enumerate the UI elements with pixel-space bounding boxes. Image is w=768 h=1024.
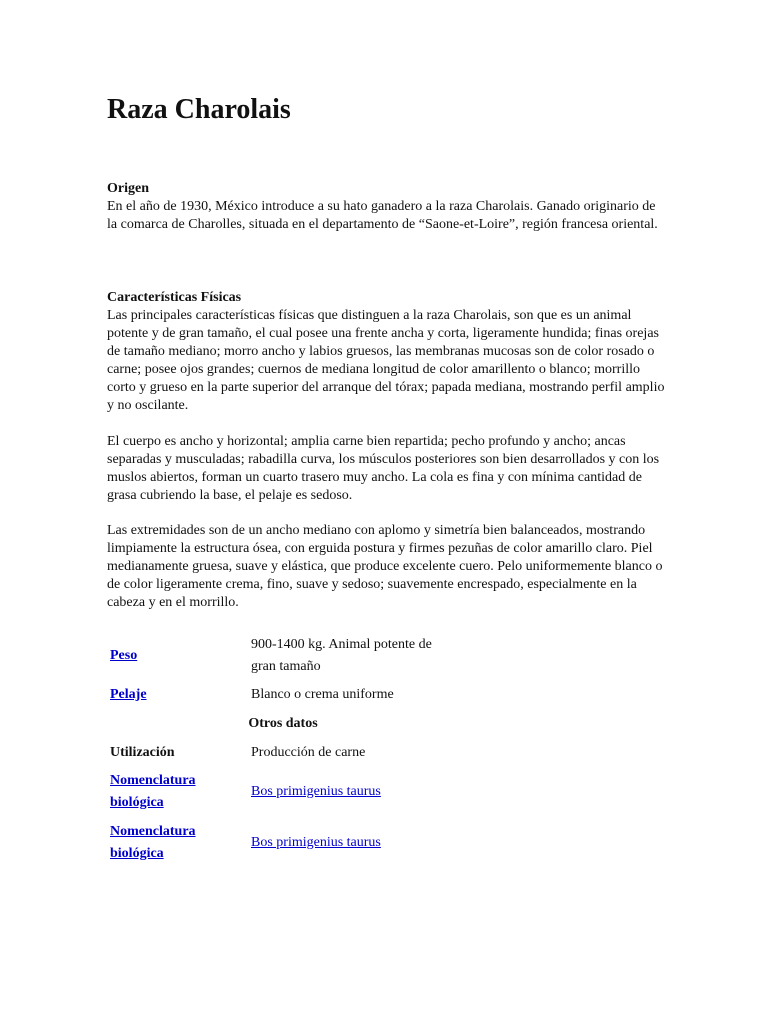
table-cell-label bbox=[107, 766, 243, 817]
peso-value: 900-1400 kg. Animal potente de gran tamaño bbox=[251, 637, 432, 674]
table-row bbox=[107, 817, 459, 868]
caracteristicas-paragraph-2: El cuerpo es ancho y horizontal; amplia carne bien repartida; pecho profundo y ancho; ancas separadas y musculadas; rabadilla curva, los músculos posteriores son bien desarrollados y con los muslos abiertos, forman un cuarto trasero muy ancho. La cola es fina y con mínima cantidad de grasa cubriendo la base, el pelaje es sedoso. bbox=[107, 434, 660, 503]
origen-heading: Origen bbox=[107, 181, 149, 196]
table-cell-value bbox=[243, 817, 459, 868]
table-cell-label bbox=[107, 817, 243, 868]
table-cell-value bbox=[243, 766, 459, 817]
pelaje-link[interactable]: Pelaje bbox=[110, 687, 147, 702]
origen-section bbox=[107, 180, 667, 234]
caracteristicas-section bbox=[107, 289, 667, 415]
caracteristicas-paragraph-1: Las principales características físicas que distinguen a la raza Charolais, son que es un animal potente y de gran tamaño, el cual posee una frente ancha y corta, ligeramente hundida; finas orejas de tamaño mediano; morro ancho y labios gruesos, las membranas mucosas son de color rosado o carne; posee ojos grandes; cuernos de mediana longitud de color amarillento o blanco; morrillo corto y grueso en la parte superior del arranque del tórax; papada mediana, mostrando perfil amplio y no oscilante. bbox=[107, 308, 665, 413]
table-row bbox=[107, 766, 459, 817]
table-row bbox=[107, 630, 459, 682]
caracteristicas-paragraph-3: Las extremidades son de un ancho mediano con aplomo y simetría bien balanceados, mostrando limpiamente la estructura ósea, con erguida postura y firmes pezuñas de color amarillo claro. Piel medianamente gruesa, suave y elástica, que produce excelente cuero. Pelo uniformemente blanco o de color ligeramente crema, fino, suave y sedoso; suavemente encrespado, especialmente en la cabeza y en el morrillo. bbox=[107, 523, 663, 610]
caracteristicas-paragraph-2-block bbox=[107, 433, 667, 505]
origen-paragraph: En el año de 1930, México introduce a su hato ganadero a la raza Charolais. Ganado originario de la comarca de Charolles, situada en el departamento de “Saone-et-Loire”, región francesa oriental. bbox=[107, 199, 658, 232]
table-cell-label bbox=[107, 630, 243, 682]
nomenclatura-link[interactable]: Nomenclatura biológica bbox=[110, 772, 196, 810]
table-row bbox=[107, 740, 459, 766]
utilizacion-label: Utilización bbox=[110, 745, 175, 760]
bos-primigenius-link[interactable]: Bos primigenius taurus bbox=[251, 834, 381, 850]
table-row bbox=[107, 682, 459, 708]
nomenclatura-link[interactable]: Nomenclatura biológica bbox=[110, 823, 196, 861]
utilizacion-value: Producción de carne bbox=[251, 745, 366, 760]
page-title: Raza Charolais bbox=[107, 94, 291, 125]
caracteristicas-paragraph-3-block bbox=[107, 522, 667, 612]
pelaje-value: Blanco o crema uniforme bbox=[251, 687, 394, 702]
caracteristicas-heading: Características Físicas bbox=[107, 290, 242, 305]
peso-link[interactable]: Peso bbox=[110, 648, 138, 663]
bos-primigenius-link[interactable]: Bos primigenius taurus bbox=[251, 783, 381, 799]
table-cell-label bbox=[107, 682, 243, 708]
table-row bbox=[107, 708, 459, 740]
otros-datos-heading: Otros datos bbox=[248, 716, 318, 731]
info-table bbox=[107, 630, 459, 868]
